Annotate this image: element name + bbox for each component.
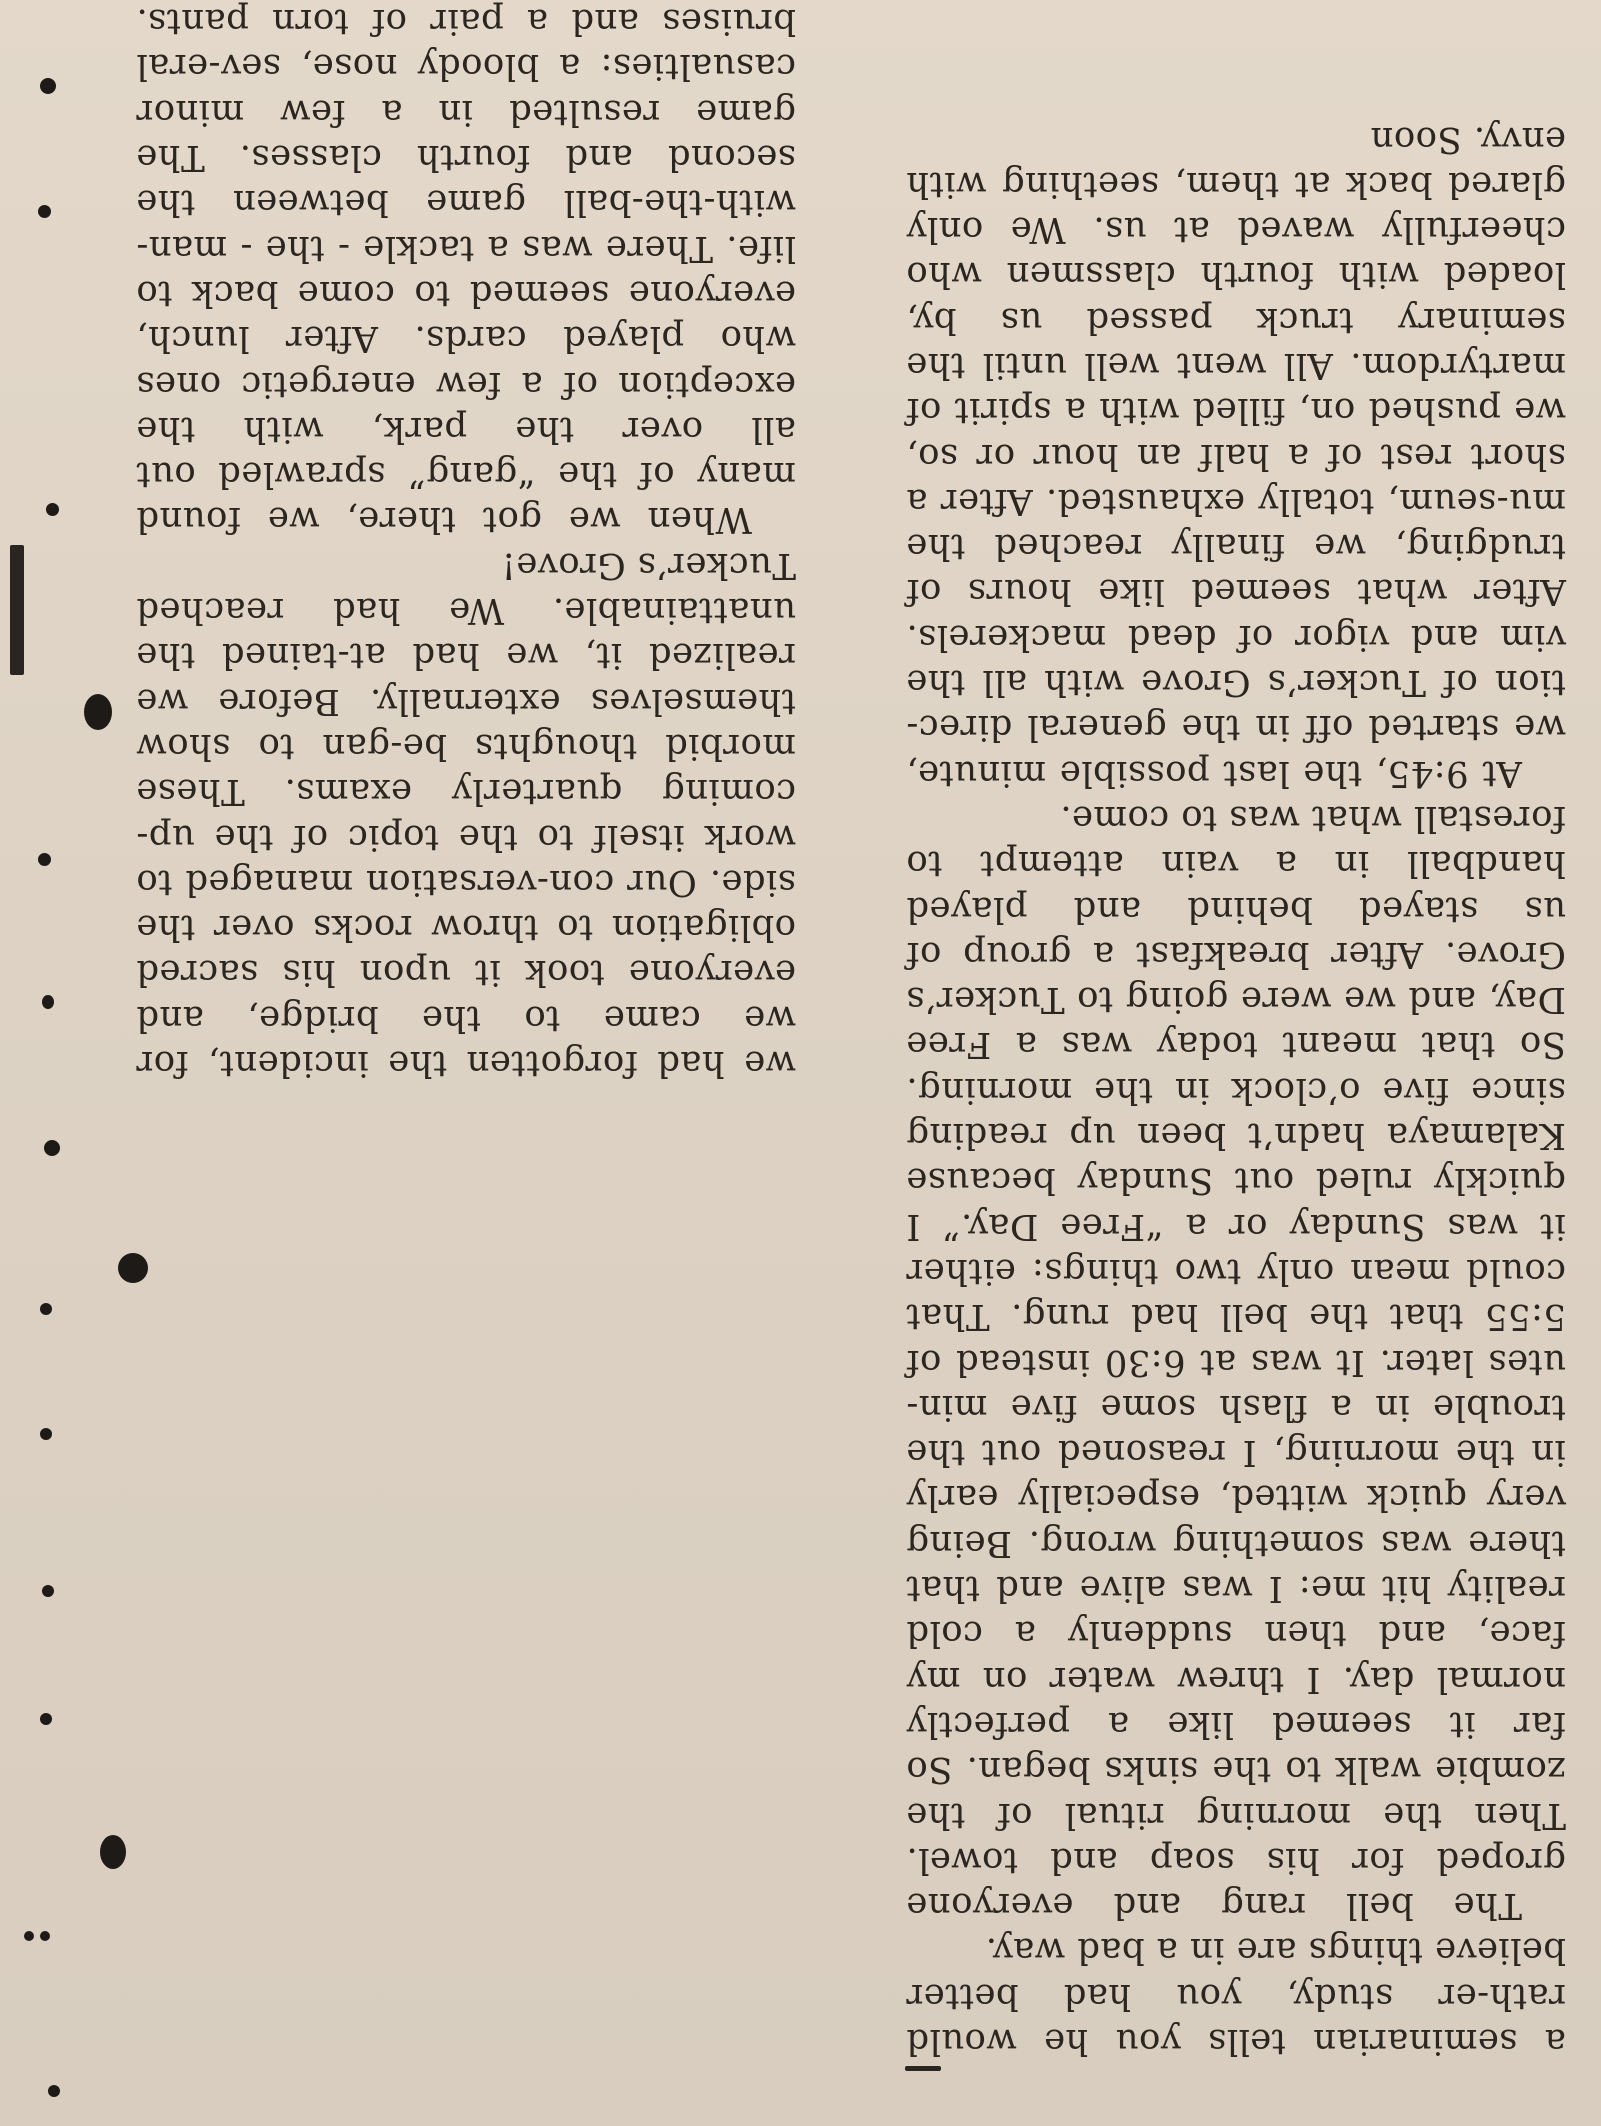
paragraph: a seminarian tells you he would rath-er study, you had better believe things are in a bad way.	[906, 1930, 1566, 2062]
punch-hole	[84, 694, 112, 730]
punch-hole	[38, 853, 51, 866]
left-text-column	[906, 116, 1566, 2064]
punch-hole	[40, 1931, 50, 1941]
punch-hole	[24, 1931, 34, 1941]
punch-hole	[100, 1835, 126, 1869]
ink-dash	[905, 2066, 941, 2071]
punch-hole	[40, 1303, 52, 1315]
punch-hole	[44, 1140, 60, 1156]
punch-hole	[42, 1585, 54, 1597]
punch-hole	[42, 995, 54, 1009]
right-text-column	[136, 0, 796, 1086]
paragraph: we had forgotten the incident, for we came to the bridge, and everyone took it upon his sacred obligation to throw rocks over the side. Our con-versation managed to work itself to the topic of the up-coming quarterly exams. These morbid thoughts be-gan to show themselves externally. Before we realized it, we had at-tained the unattainable. We had reached Tucker’s Grove!	[136, 544, 796, 1084]
punch-hole	[38, 205, 51, 218]
paragraph: When we got there, we found many of the “gang” sprawled out all over the park, with the exception of a few energetic ones who played cards. After lunch, everyone seemed to come back to life. There was a tackle - the - man-with-the-ball game between the second and fourth classes. The game resulted in a few minor casualties: a bloody nose, sev-eral bruises and a pair of torn pants.	[136, 1, 796, 541]
punch-hole	[40, 1428, 52, 1440]
punch-hole	[40, 1713, 52, 1725]
paragraph: The bell rang and everyone groped for his soap and towel. Then the morning ritual of the zombie walk to the sinks began. So far it seemed like a perfectly normal day. I threw water on my face, and then suddenly a cold reality hit me: I was alive and that there was something wrong. Being very quick witted, especially early in the morning, I reasoned out the trouble in a flash some five min-utes later. It was at 6:30 instead of 5:55 that the bell had rung. That could mean only two things: either it was Sunday or a “Free Day.” I quickly ruled out Sunday because Kalamaya hadn’t been up reading since five o’clock in the morning. So that meant today was a Free Day, and we were going to Tucker’s Grove. After breakfast a group of us stayed behind and played handball in a vain attempt to forestall what was to come.	[906, 797, 1566, 1927]
paragraph: At 9:45, the last possible minute, we started off in the general direc-tion of Tucker’s Grove with all the vim and vigor of dead mackerels. After what seemed like hours of trudging, we finally reached the mu-seum, totally exhausted. After a short rest of a half an hour or so, we pushed on, filled with a spirit of martyrdom. All went well until the seminary truck passed us by, loaded with fourth classmen who cheerfully waved at us. We only glared back at them, seething with envy. Soon	[906, 118, 1566, 794]
punch-hole	[118, 1253, 148, 1283]
punch-hole	[40, 78, 56, 94]
punch-hole	[46, 503, 59, 516]
punch-hole	[48, 2085, 60, 2097]
ink-smudge	[10, 545, 24, 675]
